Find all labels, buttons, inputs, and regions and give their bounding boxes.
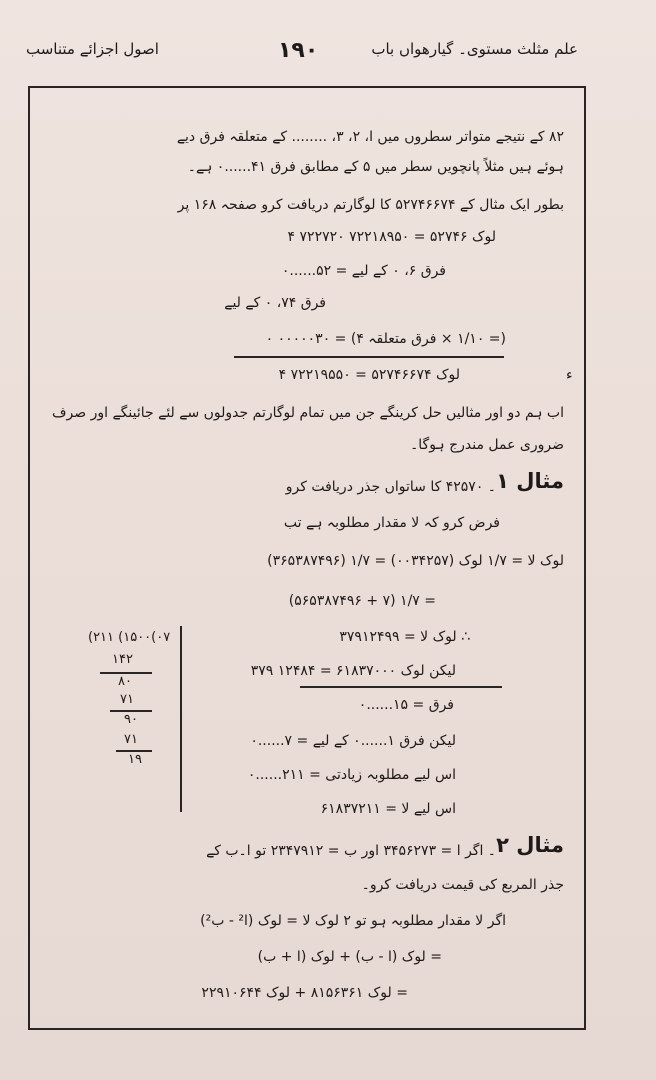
body-line-9: اب ہم دو اور مثالیں حل کرینگے جن میں تمام لوگارتم جدولوں سے لئے جائینگے اور صرف — [52, 405, 564, 421]
header-chapter-title: اصول اجزائے متناسب — [26, 40, 159, 58]
example-1-line-2: لوک لا = ۱/۷ لوک (۰۰۳۴۲۵۷) = ۱/۷ (۳۶۵۳۸۷۴۹۶) — [267, 553, 564, 569]
example-1-line-8: اس لیے مطلوبہ زیادتی = ۲۱۱......۰ — [247, 767, 456, 783]
difference-rule — [300, 686, 502, 688]
example-2-line-3: = لوک (ا - ب) + لوک (ا + ب) — [257, 949, 442, 965]
side-calc-line-5: ۹۰ — [124, 712, 138, 727]
body-line-8: لوک ۵۲۷۴۶۶۷۴ = ۷۲۲۱۹۵۵۰ ۴ — [278, 367, 460, 383]
body-line-7: (= ۱/۱۰ × فرق متعلقہ ۴) = ۰۰۰۰۰۳۰ ۰ — [265, 331, 506, 347]
example-2-line-4: = لوک ۸۱۵۶۳۶۱ + لوک ۲۲۹۱۰۶۴۴ — [201, 985, 408, 1001]
margin-mark: ء — [566, 367, 573, 383]
page-number: ۱۹۰ — [278, 38, 319, 63]
example-1-line-3: = ۱/۷ (۷ + ۵۶۵۳۸۷۴۹۶) — [288, 593, 436, 609]
example-1-line-7: لیکن فرق ۱......۰ کے لیے = ۷......۰ — [250, 733, 456, 749]
side-divider — [180, 626, 182, 812]
body-line-5: فرق ۶، ۰ کے لیے = ۵۲......۰ — [281, 263, 446, 279]
example-2-line-2: اگر لا مقدار مطلوبہ ہو تو ۲ لوک لا = لوک (ا² - ب²) — [200, 913, 506, 929]
example-1-line-9: اس لیے لا = ۶۱۸۳۷۲۱۱ — [320, 801, 456, 817]
side-calc-line-1: (۲۱۱ (۱۵۰۰(۰۷ — [88, 630, 171, 645]
example-2-line-1: جذر المربع کی قیمت دریافت کرو۔ — [361, 877, 564, 893]
side-calc-line-7: ۱۹ — [128, 752, 142, 767]
body-line-3: بطور ایک مثال کے ۵۲۷۴۶۶۷۴ کا لوگارتم دریافت کرو صفحہ ۱۶۸ پر — [177, 197, 564, 213]
example-1-line-6: فرق = ۱۵......۰ — [358, 697, 454, 713]
side-calc-line-2: ۱۴۲ — [112, 652, 133, 667]
body-line-4: لوک ۵۲۷۴۶ = ۷۲۲۱۸۹۵۰ ۷۲۲۷۲۰ ۴ — [287, 229, 496, 245]
header-book-title: علم مثلث مستوی۔ گیارھواں باب — [371, 40, 578, 58]
body-line-1: ۸۲ کے نتیجے متواتر سطروں میں ا، ۲، ۳، ........ کے متعلقہ فرق دیے — [176, 129, 564, 145]
body-line-2: ہوئے ہیں مثلاً پانچویں سطر میں ۵ کے مطابق فرق ۴۱......۰ ہے۔ — [187, 159, 564, 175]
body-line-10: ضروری عمل مندرج ہوگا۔ — [410, 437, 564, 453]
example-1-line-5: لیکن لوک ۶۱۸۳۷۰۰۰ = ۱۲۴۸۴ ۳۷۹ — [250, 663, 456, 679]
sum-rule — [234, 356, 504, 358]
example-1-text: ۔ ۴۲۵۷۰ کا ساتواں جذر دریافت کرو — [285, 479, 496, 495]
example-2-heading: مثال ۲ — [496, 833, 564, 857]
example-1-line-4: ∴ لوک لا = ۳۷۹۱۲۴۹۹ — [339, 629, 470, 645]
example-1-heading: مثال ۱ — [496, 469, 564, 493]
side-calc-line-3: ۸۰ — [118, 674, 132, 689]
body-line-6: فرق ۷۴، ۰ کے لیے — [224, 295, 326, 311]
example-1-line-1: فرض کرو کہ لا مقدار مطلوبہ ہے تب — [283, 515, 500, 531]
side-calc-line-6: ۷۱ — [124, 732, 138, 747]
side-calc-line-4: ۷۱ — [120, 692, 134, 707]
example-2-text: ۔ اگر ا = ۳۴۵۶۲۷۳ اور ب = ۲۳۴۷۹۱۲ تو ا۔ب کے — [206, 843, 496, 859]
